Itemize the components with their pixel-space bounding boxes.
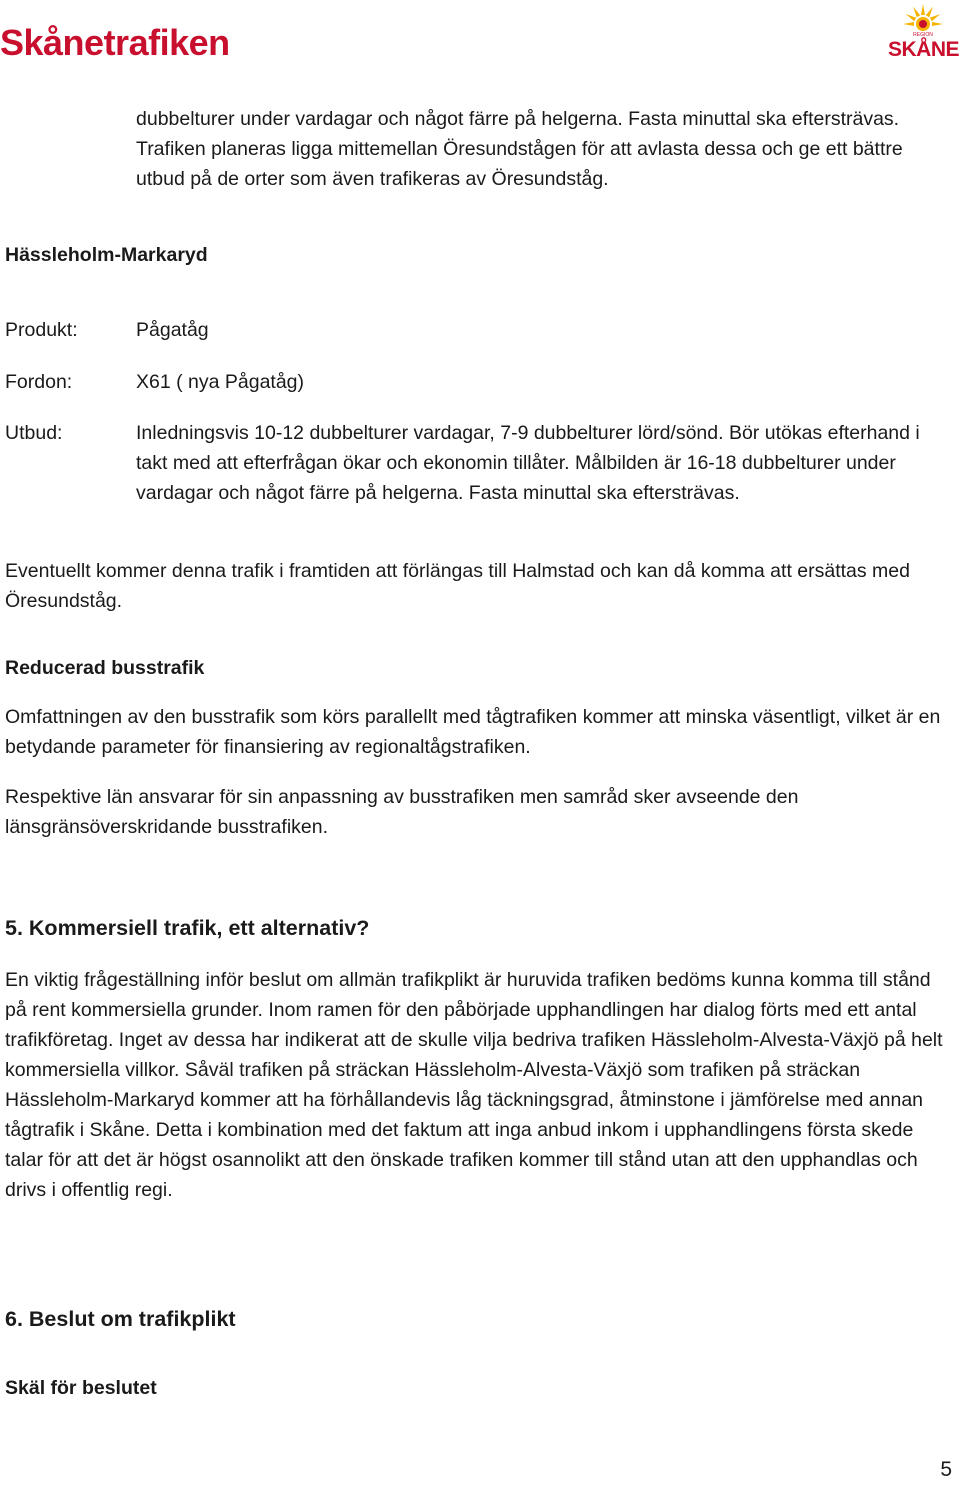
bus-paragraph-2: Respektive län ansvarar för sin anpassning av busstrafiken men samråd sker avseende den länsgränsöverskridande busstrafiken. (5, 786, 799, 838)
section-heading-6: 6. Beslut om trafikplikt (5, 1307, 236, 1331)
intro-paragraph: dubbelturer under vardagar och något färre på helgerna. Fasta minuttal ska eftersträvas. Trafiken planeras ligga mittemellan Öresundstågen för att avlasta dessa och ge ett bättre utbud på de orter som även trafikeras av Öresundståg. (136, 108, 903, 190)
product-label: Produkt: (5, 319, 78, 341)
product-value: Pågatåg (136, 319, 209, 341)
supply-value: Inledningsvis 10-12 dubbelturer vardagar, 7-9 dubbelturer lörd/sönd. Bör utökas efterhand i takt med att efterfrågan ökar och ekonomin tillåter. Målbilden är 16-18 dubbelturer under vardagar och något färre på helgerna. Fasta minuttal ska eftersträvas. (136, 422, 920, 504)
region-skane-logo (888, 2, 958, 62)
extension-note: Eventuellt kommer denna trafik i framtiden att förlängas till Halmstad och kan då komma att ersättas med Öresundståg. (5, 560, 910, 612)
section-heading-reduced-bus: Reducerad busstrafik (5, 657, 205, 679)
region-logo-small-text: REGION (913, 32, 933, 38)
vehicle-value: X61 ( nya Pågatåg) (136, 371, 305, 393)
bus-paragraph-1: Omfattningen av den busstrafik som körs parallellt med tågtrafiken kommer att minska väsentligt, vilket är en betydande parameter för finansiering av regionaltågstrafiken. (5, 706, 941, 758)
section-heading-5: 5. Kommersiell trafik, ett alternativ? (5, 916, 370, 940)
supply-label: Utbud: (5, 422, 63, 444)
vehicle-label: Fordon: (5, 371, 73, 393)
page-number: 5 (940, 1458, 952, 1481)
section-5-paragraph: En viktig frågeställning inför beslut om allmän trafikplikt är huruvida trafiken bedöms kunna komma till stånd på rent kommersiella grunder. Inom ramen för den påbörjade upphandlingen har dialog förts med ett antal trafikföretag. Inget av dessa har indikerat att de skulle vilja bedriva trafiken Hässleholm-Alvesta-Växjö på helt kommersiella villkor. Såväl trafiken på sträckan Hässleholm-Alvesta-Växjö som trafiken på sträckan Hässleholm-Markaryd kommer att ha förhållandevis låg täckningsgrad, åtminstone i jämförelse med annan tågtrafik i Skåne. Detta i kombination med det faktum att inga anbud inkom i upphandlingens första skede talar för att det är högst osannolikt att den önskade trafiken kommer till stånd utan att den upphandlas och drivs i offentlig regi. (5, 969, 943, 1201)
section-heading-hassleholm-markaryd: Hässleholm-Markaryd (5, 244, 208, 266)
skanetrafiken-logo: Skånetrafiken (0, 22, 230, 63)
section-6-subheading: Skäl för beslutet (5, 1377, 157, 1399)
region-logo-text: SKÅNE (888, 38, 960, 61)
